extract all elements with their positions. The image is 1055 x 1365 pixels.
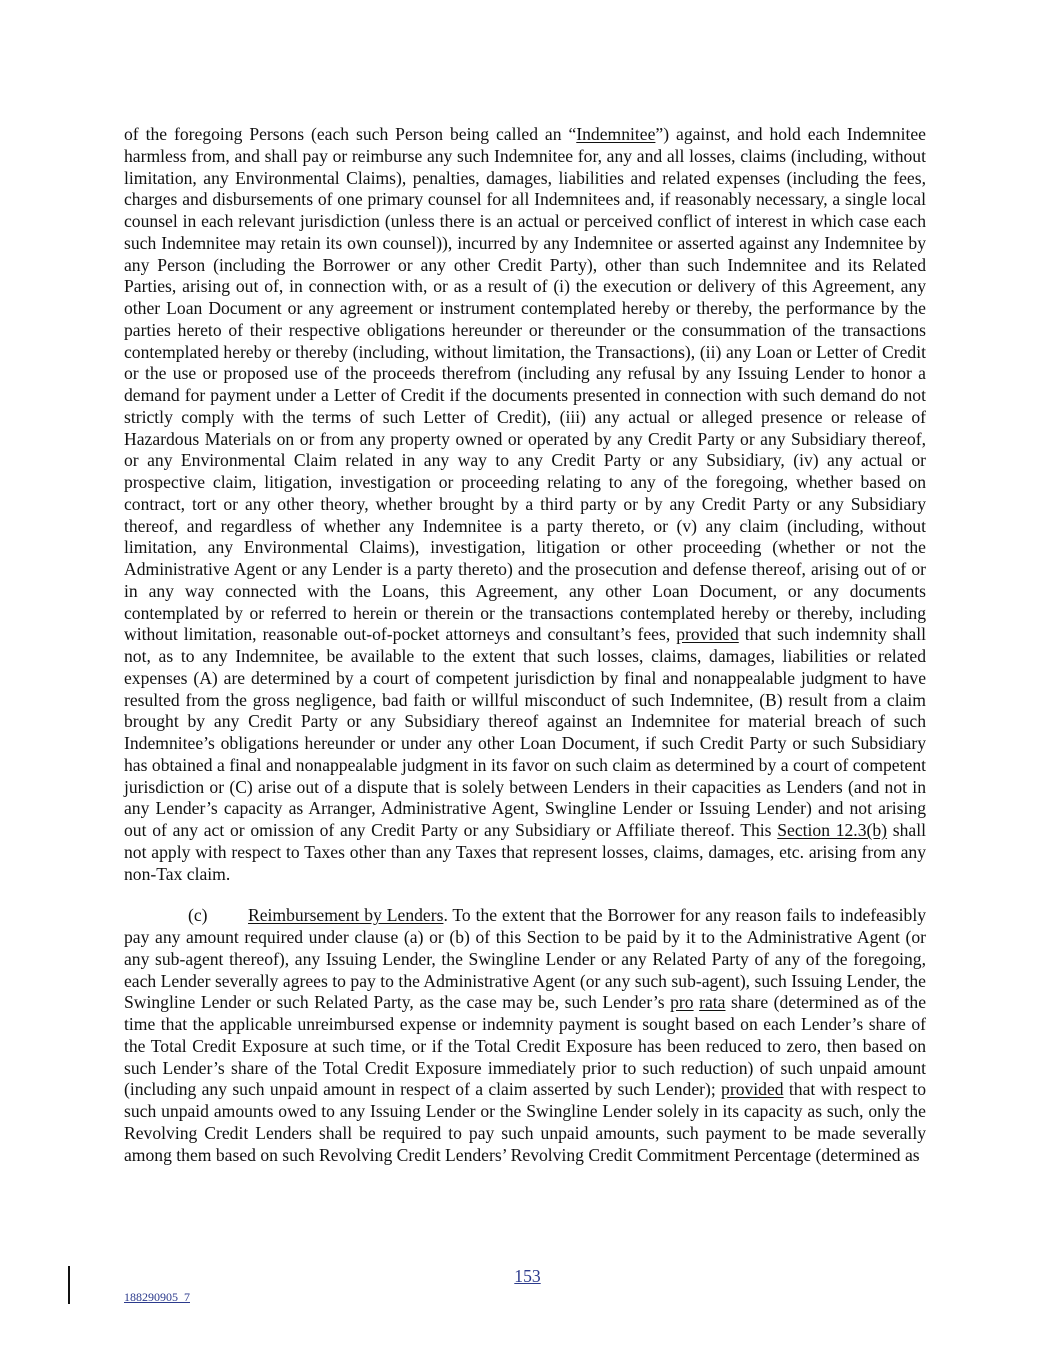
document-id: 188290905_7 [124, 1290, 190, 1304]
text-run: that such indemnity shall not, as to any Indemnitee, be available to the extent that such losses, claims, damages, liabilities or related expenses (A) are determined by a court of competent jurisdiction by final and nonappealable judgment to have resulted from the gross negligence, bad faith or willful misconduct of such Indemnitee, (B) result from a claim brought by any Credit Party or any Subsidiary thereof against an Indemnitee for material breach of such Indemnitee’s obligations hereunder or under any other Loan Document, if such Credit Party or such Subsidiary has obtained a final and nonappealable judgment in its favor on such claim as determined by a court of competent jurisdiction or (C) arise out of a dispute that is solely between Lenders in their capacities as Lenders (and not in any Lender’s capacity as Arranger, Administrative Agent, Swingline Lender or Issuing Lender) and not arising out of any act or omission of any Credit Party or any Subsidiary or Affiliate thereof. This [124, 624, 926, 840]
defined-term-provided: provided [721, 1079, 784, 1100]
body-text [124, 124, 926, 1166]
text-run: . To the extent that the Borrower for any reason fails to indefeasibly pay any amount required under clause (a) or (b) of this Section to be paid by it to the Administrative Agent (or any sub-agent thereof), any Issuing Lender, the Swingline Lender or any Related Party of any of the foregoing, each Lender severally agrees to pay to the Administrative Agent (or any such sub-agent), such Issuing Lender, the Swingline Lender or such Related Party, as the case may be, such Lender’s [124, 905, 926, 1013]
defined-term-provided: provided [676, 624, 739, 645]
section-reference: Section 12.3(b) [777, 820, 888, 840]
clause-label: (c) [188, 905, 208, 926]
text-run: share (determined as of the time that the applicable unreimbursed expense or indemnity payment is sought based on each Lender’s share of the Total Credit Exposure at such time, or if the Total Credit Exposure has been reduced to zero, then based on such Lender’s share of the Total Credit Exposure immediately prior to such reduction) of such unpaid amount (including any such unpaid amount in respect of a claim asserted by such Lender); [124, 992, 926, 1100]
term-rata: rata [699, 992, 726, 1013]
clause-heading: Reimbursement by Lenders [248, 905, 444, 926]
text-run: ”) against, and hold each Indemnitee harmless from, and shall pay or reimburse any such Indemnitee for, any and all losses, claims (including, without limitation, any Environmental Claims), penalties, damages, liabilities and related expenses (including the fees, charges and disbursements of one primary counsel for all Indemnitees and, if reasonably necessary, a single local counsel in each relevant jurisdiction (unless there is an actual or perceived conflict of interest in which case each such Indemnitee may retain its own counsel)), incurred by any Indemnitee or asserted against any Indemnitee by any Person (including the Borrower or any other Credit Party), other than such Indemnitee and its Related Parties, arising out of, in connection with, or as a result of (i) the execution or delivery of this Agreement, any other Loan Document or any agreement or instrument contemplated hereby or thereby, the performance by the parties hereto of their respective obligations hereunder or thereunder or the consummation of the transactions contemplated hereby or thereby (including, without limitation, the Transactions), (ii) any Loan or Letter of Credit or the use or proposed use of the proceeds therefrom (including any refusal by any Issuing Lender to honor a demand for payment under a Letter of Credit if the documents presented in connection with such demand do not strictly comply with the terms of such Letter of Credit), (iii) any actual or alleged presence or release of Hazardous Materials on or from any property owned or operated by any Credit Party or any Subsidiary thereof, or any Environmental Claim related in any way to any Credit Party or any Subsidiary, (iv) any actual or prospective claim, litigation, investigation or proceeding relating to any of the foregoing, whether based on contract, tort or any other theory, whether brought by a third party or by any Credit Party or any Subsidiary thereof, and regardless of whether any Indemnitee is a party thereto, or (v) any claim (including, without limitation, any Environmental Claims), investigation, litigation or other proceeding (whether or not the Administrative Agent or any Lender is a party thereto) and the prosecution and defense thereof, arising out of or in any way connected with the Loans, this Agreement, any other Loan Document, or any documents contemplated by or referred to herein or therein or the transactions contemplated hereby or thereby, including without limitation, reasonable out-of-pocket attorneys and consultant’s fees, [124, 124, 926, 645]
paragraph-c [124, 905, 926, 1166]
text-run: shall not apply with respect to Taxes other than any Taxes that represent losses, claims, damages, etc. arising from any non-Tax claim. [124, 820, 926, 884]
defined-term-indemnitee: Indemnitee [576, 124, 656, 144]
paragraph-b-continuation [124, 124, 926, 885]
text-run: that with respect to such unpaid amounts owed to any Issuing Lender or the Swingline Lender solely in its capacity as such, only the Revolving Credit Lenders shall be required to pay such unpaid amounts, such payment to be made severally among them based on such Revolving Credit Lenders’ Revolving Credit Commitment Percentage (determined as [124, 1079, 926, 1165]
text-run: of the foregoing Persons (each such Person being called an “ [124, 124, 577, 144]
revision-margin-bar [68, 1266, 70, 1304]
term-pro: pro [670, 992, 694, 1013]
page-number: 153 [514, 1266, 541, 1286]
